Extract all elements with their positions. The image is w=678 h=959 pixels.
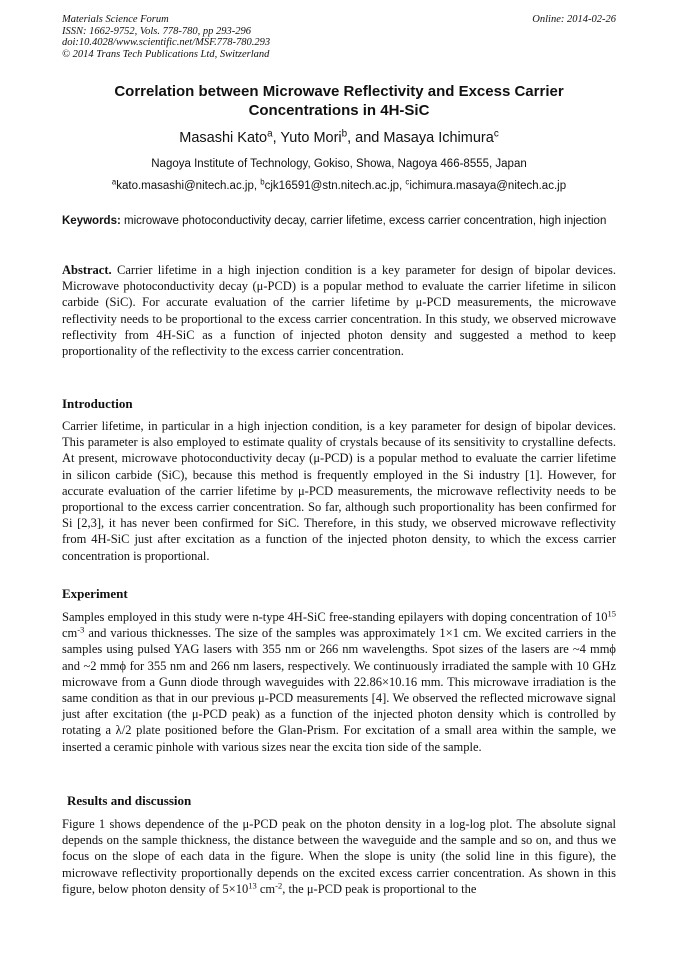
experiment-heading: Experiment [62, 586, 128, 601]
experiment-text-2: cm [62, 626, 78, 641]
abstract-label: Abstract. [62, 263, 112, 277]
results-text-1: Figure 1 shows dependence of the μ-PCD peak on the photon density in a log-log plot. The absolute signal depends on the sample thickness, the distance between the waveguide and the sample and so on, and thus we focus on the slope of each data in the figure. When the slope is unity (the solid line in this figure), the microwave reflectivity proportionally depends on the excited excess carrier concentration. As shown in this figure, below photon density of 5×10 [62, 817, 616, 896]
introduction-heading: Introduction [62, 396, 133, 411]
author-2: , Yuto Mori [272, 130, 342, 146]
results-heading: Results and discussion [67, 793, 192, 808]
experiment-text-3: and various thicknesses. The size of the samples was approximately 1×1 cm. We excited carriers in the samples using pulsed YAG lasers with 355 nm or 266 nm wavelengths. Spot sizes of the lasers are ~4 mmϕ and ~2 mmϕ for 355 nm and 266 nm lasers, respectively. We continuously irradiated the sample with 10 GHz microwave from a Gunn diode through waveguides with 22.86×10.16 mm. This microwave irradiation is the same condition as that in our previous μ-PCD measurements [4]. We observed the reflected microwave signal just after excitation (the μ-PCD peak) as a function of the injected photon density which is controlled by rotating a λ/2 plate positioned before the Glan-Prism. For excitation of a small area within the sample, we inserted a ceramic pinhole with various sizes near the excita tion side of the sample. [62, 626, 616, 754]
keywords-label: Keywords: [62, 215, 121, 227]
email-1: kato.masashi@nitech.ac.jp, [116, 180, 261, 192]
email-2-mark: b [260, 177, 265, 187]
journal-issn: ISSN: 1662-9752, Vols. 778-780, pp 293-296 [62, 25, 251, 37]
author-list [62, 130, 616, 147]
abstract-text: Carrier lifetime in a high injection condition is a key parameter for design of bipolar devices. Microwave photoconductivity decay (μ-PCD) is a popular method to evaluate the carrier lifetime in silicon carbide (SiC). For accurate evaluation of the carrier lifetime by μ-PCD measurements, the microwave reflectivity needs to be proportional to the excess carrier concentration. In this study, we observed microwave reflectivity from 4H-SiC as a function of injected photon density and suggested a method to keep proportionality of the reflectivity to the excess carrier concentration. [62, 263, 616, 359]
online-date [510, 14, 616, 26]
title-line-1: Correlation between Microwave Reflectivity and Excess Carrier [114, 83, 564, 100]
experiment-text-1: Samples employed in this study were n-type 4H-SiC free-standing epilayers with doping concentration of 10 [62, 610, 608, 624]
email-3-mark: c [405, 177, 410, 187]
experiment-text [62, 609, 616, 755]
title-line-2: Concentrations in 4H-SiC [248, 101, 430, 119]
journal-name: Materials Science Forum [62, 14, 169, 25]
author-1: Masashi Kato [179, 130, 268, 146]
affiliation: Nagoya Institute of Technology, Gokiso, Showa, Nagoya 466-8555, Japan [151, 158, 527, 170]
paper-title [62, 83, 616, 120]
journal-header [62, 14, 270, 60]
author-2-mark: b [341, 128, 348, 140]
experiment-sup-1: 15 [607, 608, 616, 619]
journal-copyright: © 2014 Trans Tech Publications Ltd, Switzerland [62, 48, 270, 60]
results-text [62, 816, 616, 897]
email-3: ichimura.masaya@nitech.ac.jp [409, 180, 567, 192]
introduction-text: Carrier lifetime, in particular in a high injection condition, is a key parameter for design of bipolar devices. This parameter is also employed to estimate quality of crystals because of its sensitivity to crystalline defects. At present, microwave photoconductivity decay (μ-PCD) is a popular method to evaluate the carrier lifetime in silicon carbide (SiC), because this method is frequently employed in the Si industry [1]. However, for accurate evaluation of the carrier lifetime by μ-PCD measurements, the microwave reflectivity needs to be proportional to the excess carrier concentration. So far, although such proportionality has been confirmed for Si [2,3], it has never been confirmed for SiC. Therefore, in this study, we observed microwave reflectivity from 4H-SiC just after excitation as a function of the injected photon density, to which the excess carrier concentration is proportional. [62, 419, 616, 563]
author-emails [62, 179, 616, 193]
author-1-mark: a [267, 128, 273, 140]
author-3: , and Masaya Ichimura [347, 130, 494, 146]
abstract [62, 262, 616, 359]
results-sup-1: 13 [248, 880, 257, 891]
online-date-text: Online: 2014-02-26 [532, 14, 616, 25]
email-2: cjk16591@stn.nitech.ac.jp, [264, 180, 406, 192]
keywords-text: microwave photoconductivity decay, carrier lifetime, excess carrier concentration, high injection [120, 215, 607, 227]
author-3-mark: c [493, 128, 499, 140]
results-text-2: cm [256, 881, 276, 896]
email-1-mark: a [111, 177, 117, 187]
results-sup-2: -2 [275, 880, 283, 891]
journal-doi: doi:10.4028/www.scientific.net/MSF.778-780.293 [62, 37, 271, 48]
keywords [62, 214, 616, 229]
results-text-3: , the μ-PCD peak is proportional to the [282, 881, 477, 896]
experiment-sup-2: -3 [77, 624, 85, 635]
